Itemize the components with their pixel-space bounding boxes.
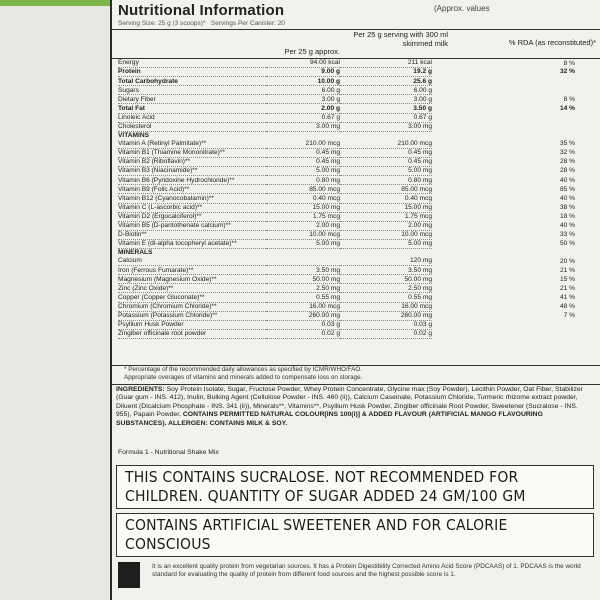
with-milk-value: 5.00 mg bbox=[340, 239, 432, 248]
col-head-rda: % RDA (as reconstituted)* bbox=[508, 38, 596, 47]
nutrient-name: Chromium (Chromium Chloride)** bbox=[118, 302, 266, 311]
rda-percent bbox=[432, 329, 575, 338]
formula-name: Formula 1 - Nutritional Shake Mix bbox=[118, 449, 219, 456]
nutrient-name: Energy bbox=[118, 59, 266, 68]
per-25g-value: 85.00 mcg bbox=[266, 185, 340, 194]
rda-percent: 7 % bbox=[563, 311, 575, 319]
per-25g-value: 0.55 mg bbox=[266, 293, 340, 302]
footnote-rda: * Percentage of the recommended daily allowances as specified by ICMR/WHO/FAO. bbox=[124, 366, 362, 373]
rda-percent bbox=[432, 113, 575, 122]
rda-percent: 21 % bbox=[559, 266, 575, 274]
nutrient-row bbox=[118, 212, 575, 221]
nutrient-row bbox=[118, 122, 575, 131]
per-25g-value: 260.00 mg bbox=[266, 311, 340, 320]
per-25g-value: 1.75 mcg bbox=[266, 212, 340, 221]
nutrient-row bbox=[118, 329, 575, 338]
rda-percent: 35 % bbox=[559, 140, 575, 148]
with-milk-value: 85.00 mcg bbox=[340, 185, 432, 194]
with-milk-value: 0.45 mg bbox=[340, 158, 432, 167]
nutrient-row bbox=[118, 158, 575, 167]
rda-percent bbox=[432, 248, 575, 257]
nutrient-row bbox=[118, 248, 575, 257]
nutrient-row bbox=[118, 140, 575, 149]
nutrient-name: Iron (Ferrous Fumarate)** bbox=[118, 266, 266, 275]
per-25g-value bbox=[266, 131, 340, 140]
rda-percent: 40 % bbox=[559, 194, 575, 202]
with-milk-value bbox=[340, 248, 432, 257]
nutrient-row bbox=[118, 86, 575, 95]
nutrient-name: Dietary Fiber bbox=[118, 95, 266, 104]
nutrient-row bbox=[118, 104, 575, 113]
nutrient-name: Vitamin B5 (D-pantothenate calcium)** bbox=[118, 221, 266, 230]
with-milk-value: 1.75 mcg bbox=[340, 212, 432, 221]
per-25g-value: 2.00 g bbox=[266, 104, 340, 113]
per-25g-value: 10.00 mcg bbox=[266, 230, 340, 239]
per-25g-value: 0.67 g bbox=[266, 113, 340, 122]
nutrient-row bbox=[118, 320, 575, 329]
with-milk-value: 0.40 mcg bbox=[340, 194, 432, 203]
nutrient-row bbox=[118, 131, 575, 140]
nutrient-row bbox=[118, 59, 575, 68]
rda-percent: 20 % bbox=[559, 257, 575, 265]
rda-percent: 40 % bbox=[559, 176, 575, 184]
nutrient-row bbox=[118, 230, 575, 239]
with-milk-value: 260.00 mg bbox=[340, 311, 432, 320]
nutrient-row bbox=[118, 257, 575, 266]
nutrient-row bbox=[118, 113, 575, 122]
per-25g-value: 5.00 mg bbox=[266, 239, 340, 248]
nutrient-name: Vitamin B6 (Pyridoxine Hydrochloride)** bbox=[118, 176, 266, 185]
nutrient-name: Protein bbox=[118, 68, 266, 77]
per-25g-value: 0.45 mg bbox=[266, 148, 340, 157]
rda-percent: 40 % bbox=[559, 222, 575, 230]
rda-percent: 41 % bbox=[559, 293, 575, 301]
with-milk-value: 15.00 mg bbox=[340, 203, 432, 212]
with-milk-value: 120 mg bbox=[340, 257, 432, 266]
nutrient-row bbox=[118, 293, 575, 302]
nutrient-row bbox=[118, 311, 575, 320]
sweetener-warning-box bbox=[116, 513, 594, 557]
nutrient-row bbox=[118, 221, 575, 230]
with-milk-value: 0.02 g bbox=[340, 329, 432, 338]
footnote-overages: Appropriate overages of vitamins and minerals added to compensate loss on storage. bbox=[124, 374, 363, 381]
label-title: Nutritional Information bbox=[118, 2, 285, 19]
nutrient-row bbox=[118, 284, 575, 293]
col-head-per25: Per 25 g approx. bbox=[284, 47, 340, 56]
nutrient-name: Copper (Copper Gluconate)** bbox=[118, 293, 266, 302]
nutrient-row bbox=[118, 95, 575, 104]
per-25g-value: 3.00 g bbox=[266, 95, 340, 104]
per-25g-value bbox=[266, 248, 340, 257]
serving-size: Serving Size: 25 g (3 scoops)* bbox=[118, 20, 206, 27]
per-25g-value: 0.03 g bbox=[266, 320, 340, 329]
per-25g-value: 15.00 mg bbox=[266, 203, 340, 212]
divider bbox=[112, 384, 600, 385]
nutrient-name: Vitamin C (L-ascorbic acid)** bbox=[118, 203, 266, 212]
rda-percent: 48 % bbox=[559, 302, 575, 310]
nutrient-row bbox=[118, 203, 575, 212]
nutrient-name: Calcium bbox=[118, 257, 266, 266]
nutrient-name: Vitamin B9 (Folic Acid)** bbox=[118, 185, 266, 194]
nutrient-row bbox=[118, 68, 575, 77]
per-25g-value: 0.45 mg bbox=[266, 158, 340, 167]
servings-per-canister: Servings Per Canister: 20 bbox=[210, 20, 285, 27]
nutrient-row bbox=[118, 185, 575, 194]
rda-percent: 21 % bbox=[559, 284, 575, 292]
nutrient-name: Magnesium (Magnesium Oxide)** bbox=[118, 275, 266, 284]
rda-percent bbox=[432, 131, 575, 140]
nutrient-name: Linoleic Acid bbox=[118, 113, 266, 122]
nutrient-row bbox=[118, 239, 575, 248]
rda-percent: 28 % bbox=[559, 167, 575, 175]
with-milk-value: 3.50 mg bbox=[340, 266, 432, 275]
with-milk-value: 210.00 mcg bbox=[340, 140, 432, 149]
per-25g-value: 5.00 mg bbox=[266, 167, 340, 176]
with-milk-value: 19.2 g bbox=[340, 68, 432, 77]
ingredients-label: INGREDIENTS: bbox=[116, 386, 165, 393]
per-25g-value: 0.80 mg bbox=[266, 176, 340, 185]
with-milk-value: 211 kcal bbox=[340, 59, 432, 68]
pdcaas-text: It is an excellent quality protein from vegetarian sources. It has a Protein Digestibility Corrected Amino Acid Score (PDCAAS) of 1. PDCAAS is the world standard for evaluating the quality of protein from different food sources and the highest possible score is 1. bbox=[152, 563, 581, 578]
nutrient-name: D-Biotin** bbox=[118, 230, 266, 239]
with-milk-value: 0.55 mg bbox=[340, 293, 432, 302]
ingredients bbox=[116, 386, 594, 428]
with-milk-value: 3.00 g bbox=[340, 95, 432, 104]
per-25g-value: 3.00 mg bbox=[266, 122, 340, 131]
serving-info bbox=[118, 20, 285, 27]
with-milk-value: 25.6 g bbox=[340, 77, 432, 86]
per-25g-value: 9.00 g bbox=[266, 68, 340, 77]
with-milk-value: 10.00 mcg bbox=[340, 230, 432, 239]
per-25g-value: 3.50 mg bbox=[266, 266, 340, 275]
nutrient-name: VITAMINS bbox=[118, 132, 150, 140]
sucralose-warning-box bbox=[116, 465, 594, 509]
rda-percent: 32 % bbox=[559, 68, 575, 76]
nutrient-row bbox=[118, 148, 575, 157]
nutrient-name: Vitamin B1 (Thiamine Mononitrate)** bbox=[118, 148, 266, 157]
nutrient-name: Vitamin E (dl-alpha tocopheryl acetate)** bbox=[118, 239, 266, 248]
with-milk-value: 0.67 g bbox=[340, 113, 432, 122]
rda-percent: 8 % bbox=[563, 59, 575, 67]
sweetener-warning: CONTAINS ARTIFICIAL SWEETENER AND FOR CALORIE CONSCIOUS bbox=[125, 516, 508, 553]
nutrient-row bbox=[118, 275, 575, 284]
per-25g-value: 0.02 g bbox=[266, 329, 340, 338]
with-milk-value: 2.00 mg bbox=[340, 221, 432, 230]
nutrient-name: Potassium (Potassium Chloride)** bbox=[118, 311, 266, 320]
nutrient-row bbox=[118, 77, 575, 86]
rda-percent: 15 % bbox=[559, 275, 575, 283]
nutrient-row bbox=[118, 176, 575, 185]
rda-percent bbox=[432, 320, 575, 329]
nutrient-name: Vitamin B3 (Niacinamide)** bbox=[118, 167, 266, 176]
nutrient-row bbox=[118, 266, 575, 275]
with-milk-value: 3.00 mg bbox=[340, 122, 432, 131]
rda-percent: 38 % bbox=[559, 203, 575, 211]
per-25g-value bbox=[266, 257, 340, 266]
per-25g-value: 10.00 g bbox=[266, 77, 340, 86]
ingredients-allergen: CONTAINS PERMITTED NATURAL COLOUR[INS 100(i)] & ADDED FLAVOUR (ARTIFICIAL MANGO FLAVOURING SUBSTANCES). ALLERGEN: CONTAINS MILK & SOY. bbox=[116, 411, 543, 427]
nutrient-name: Total Carbohydrate bbox=[118, 77, 266, 86]
col-head-milk: Per 25 g serving with 300 ml skimmed milk bbox=[353, 30, 448, 48]
per-25g-value: 2.50 mg bbox=[266, 284, 340, 293]
nutrient-name: Vitamin A (Retinyl Palmitate)** bbox=[118, 140, 266, 149]
rda-percent: 33 % bbox=[559, 231, 575, 239]
nutrient-name: Vitamin D2 (Ergocalciferol)** bbox=[118, 212, 266, 221]
nutrition-table bbox=[118, 59, 575, 339]
with-milk-value: 0.80 mg bbox=[340, 176, 432, 185]
rda-percent: 14 % bbox=[559, 104, 575, 112]
nutrient-name: Vitamin B2 (Riboflavin)** bbox=[118, 158, 266, 167]
per-25g-value: 50.00 mg bbox=[266, 275, 340, 284]
nutrient-name: Cholesterol bbox=[118, 122, 266, 131]
with-milk-value: 0.45 mg bbox=[340, 148, 432, 157]
ingredients-text: Soy Protein Isolate, Sugar, Fructose Powder, Whey Protein Concentrate, Glycine max (Soy Powder), Lecithin Powder, Oat Fiber, Stabilizer (Guar gum - INS. 412), Inulin, Bulking Agent (Cellulose Powder - INS. 460 (ii)), Calcium Caseinate, Potassium Chloride, Turmeric rhizome extract powder, Diluent (Dicalcium Phosphate - INS. 341 (ii)), Minerals**, Vitamins**, Psyllium Husk Powder, Zingiber officinale Root Powder, Sweetener (Sucralose - INS. 955), Papain Powder. bbox=[116, 386, 583, 419]
nutrient-row bbox=[118, 167, 575, 176]
per-25g-value: 94.00 kcal bbox=[266, 59, 340, 68]
nutrient-name: MINERALS bbox=[118, 249, 153, 257]
with-milk-value: 50.00 mg bbox=[340, 275, 432, 284]
per-25g-value: 210.00 mcg bbox=[266, 140, 340, 149]
rda-percent bbox=[432, 122, 575, 131]
with-milk-value: 6.00 g bbox=[340, 86, 432, 95]
nutrient-name: Vitamin B12 (Cyanocobalamin)** bbox=[118, 194, 266, 203]
with-milk-value bbox=[340, 131, 432, 140]
nutrient-name: Psyllium Husk Powder bbox=[118, 320, 266, 329]
rda-percent: 8 % bbox=[563, 95, 575, 103]
per-25g-value: 2.00 mg bbox=[266, 221, 340, 230]
rda-percent bbox=[432, 86, 575, 95]
per-25g-value: 0.40 mcg bbox=[266, 194, 340, 203]
rda-percent: 50 % bbox=[559, 240, 575, 248]
with-milk-value: 2.50 mg bbox=[340, 284, 432, 293]
with-milk-value: 3.50 g bbox=[340, 104, 432, 113]
rda-percent: 85 % bbox=[559, 185, 575, 193]
pdcaas-logo-icon bbox=[118, 562, 140, 588]
rda-percent: 18 % bbox=[559, 212, 575, 220]
per-25g-value: 6.00 g bbox=[266, 86, 340, 95]
per-25g-value: 16.00 mcg bbox=[266, 302, 340, 311]
with-milk-value: 0.03 g bbox=[340, 320, 432, 329]
rda-percent: 32 % bbox=[559, 149, 575, 157]
with-milk-value: 5.00 mg bbox=[340, 167, 432, 176]
nutrient-name: Total Fat bbox=[118, 104, 266, 113]
with-milk-value: 16.00 mcg bbox=[340, 302, 432, 311]
sucralose-warning: THIS CONTAINS SUCRALOSE. NOT RECOMMENDED FOR CHILDREN. QUANTITY OF SUGAR ADDED 24 GM/100 GM bbox=[125, 468, 526, 505]
rda-percent: 28 % bbox=[559, 158, 575, 166]
nutrient-row bbox=[118, 302, 575, 311]
nutrient-name: Zingiber officinale root powder bbox=[118, 329, 266, 338]
rda-percent bbox=[432, 77, 575, 86]
nutrient-name: Sugars bbox=[118, 86, 266, 95]
nutrient-name: Zinc (Zinc Oxide)** bbox=[118, 284, 266, 293]
nutrition-label bbox=[110, 0, 600, 600]
approx-note: (Approx. values bbox=[434, 4, 490, 13]
nutrient-row bbox=[118, 194, 575, 203]
